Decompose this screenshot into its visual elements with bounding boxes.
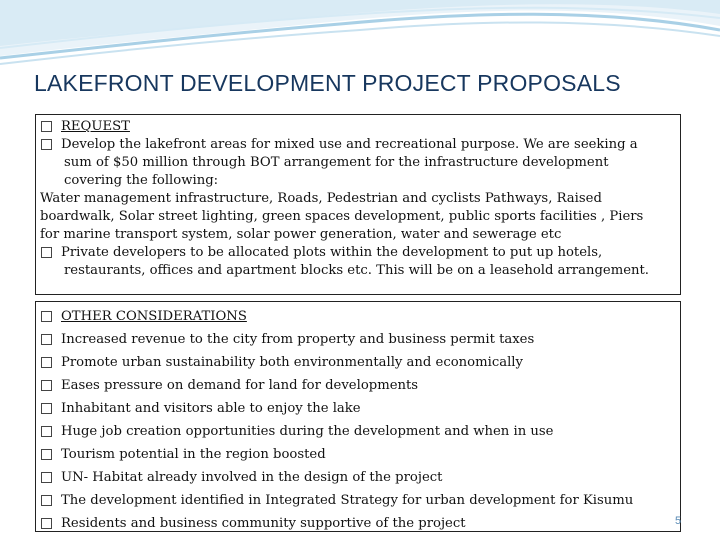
checkbox-bullet-icon [41, 380, 52, 391]
checkbox-bullet-icon [41, 357, 52, 368]
request-body-line-1: Water management infrastructure, Roads, Pedestrian and cyclists Pathways, Raised [40, 191, 602, 206]
checkbox-bullet-icon [41, 121, 52, 132]
request-bullet-1-line-3: covering the following: [64, 173, 219, 188]
checkbox-bullet-icon [41, 403, 52, 414]
list-item [40, 489, 676, 512]
other-considerations-section [35, 301, 681, 532]
request-bullet-1 [40, 136, 676, 154]
request-heading-item [40, 118, 676, 136]
header-wave-decoration [0, 0, 720, 80]
request-bullet-1-line-2: sum of $50 million through BOT arrangement for the infrastructure development [64, 155, 609, 170]
checkbox-bullet-icon [41, 247, 52, 258]
list-item [40, 466, 676, 489]
request-section [35, 114, 681, 295]
request-body-line-3: for marine transport system, solar power generation, water and sewerage etc [40, 227, 562, 242]
request-bullet-1-line-1: Develop the lakefront areas for mixed use and recreational purpose. We are seeking a [61, 137, 638, 152]
request-body-line-2: boardwalk, Solar street lighting, green spaces development, public sports facilities , Piers [40, 209, 644, 224]
request-bullet-2-line-1: Private developers to be allocated plots within the development to put up hotels, [61, 245, 603, 260]
checkbox-bullet-icon [41, 495, 52, 506]
request-heading: REQUEST [61, 119, 130, 134]
checkbox-bullet-icon [41, 334, 52, 345]
list-item [40, 443, 676, 466]
checkbox-bullet-icon [41, 449, 52, 460]
slide-title: LAKEFRONT DEVELOPMENT PROJECT PROPOSALS [34, 70, 621, 96]
list-item-text: Residents and business community supportive of the project [61, 516, 466, 531]
checkbox-bullet-icon [41, 139, 52, 150]
list-item-text: UN- Habitat already involved in the design of the project [61, 470, 443, 485]
checkbox-bullet-icon [41, 472, 52, 483]
other-heading-item [40, 305, 676, 328]
page-number: 5 [675, 515, 682, 527]
checkbox-bullet-icon [41, 311, 52, 322]
request-bullet-2-line-2: restaurants, offices and apartment blocks etc. This will be on a leasehold arrangement. [64, 263, 650, 278]
list-item-text: Promote urban sustainability both environmentally and economically [61, 355, 523, 370]
other-heading: OTHER CONSIDERATIONS [61, 309, 247, 324]
checkbox-bullet-icon [41, 518, 52, 529]
list-item [40, 351, 676, 374]
list-item [40, 328, 676, 351]
list-item [40, 420, 676, 443]
list-item-text: The development identified in Integrated Strategy for urban development for Kisumu [61, 493, 634, 508]
list-item-text: Eases pressure on demand for land for developments [61, 378, 419, 393]
request-bullet-2 [40, 244, 676, 262]
list-item [40, 374, 676, 397]
list-item-text: Increased revenue to the city from property and business permit taxes [61, 332, 535, 347]
list-item-text: Huge job creation opportunities during the development and when in use [61, 424, 554, 439]
list-item-text: Inhabitant and visitors able to enjoy the lake [61, 401, 361, 416]
list-item [40, 397, 676, 420]
list-item-text: Tourism potential in the region boosted [61, 447, 326, 462]
list-item [40, 512, 676, 535]
checkbox-bullet-icon [41, 426, 52, 437]
